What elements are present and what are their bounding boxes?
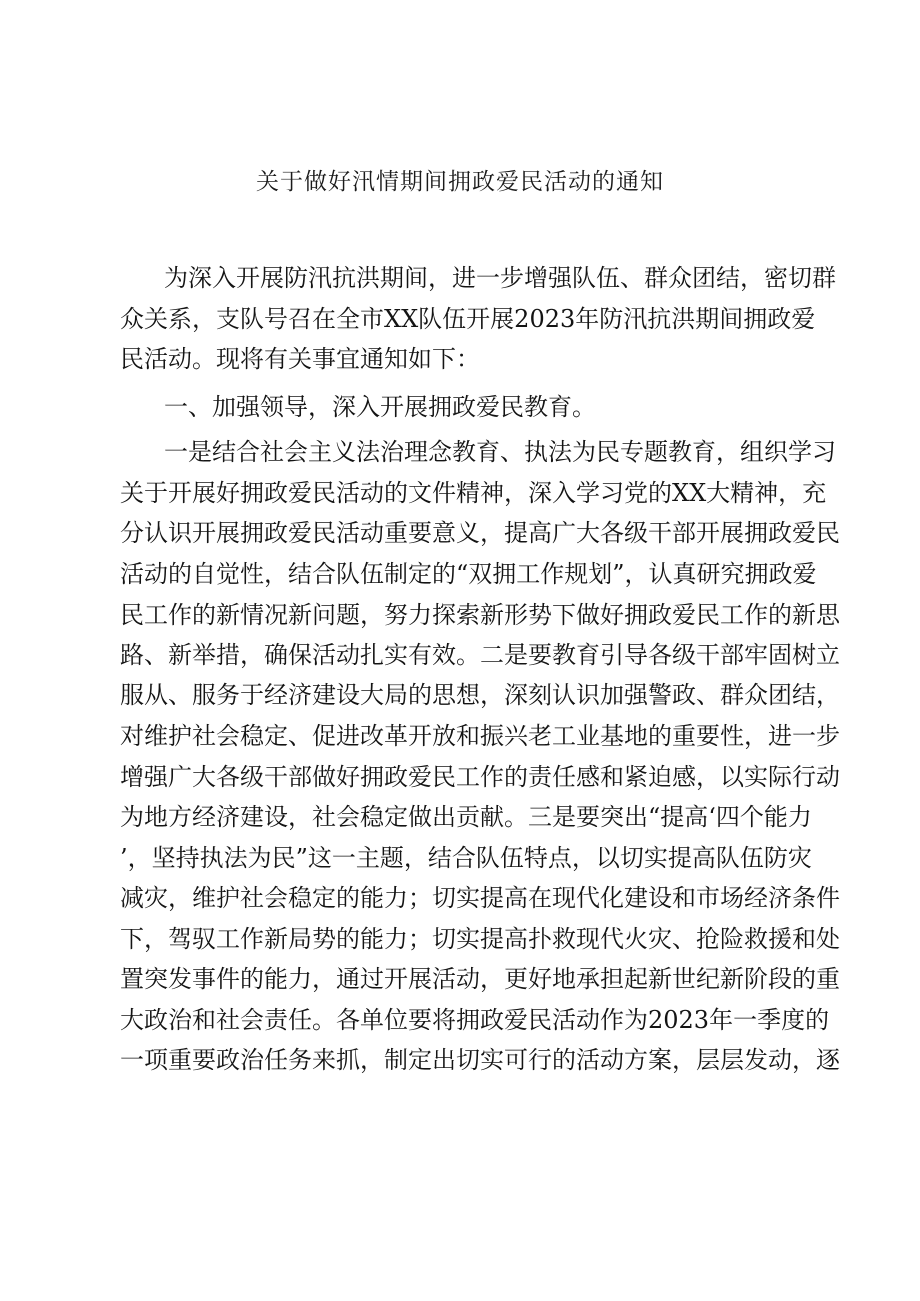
body-line: 增强广大各级干部做好拥政爱民工作的责任感和紧迫感，以实际行动 xyxy=(120,763,840,791)
body-line: 下，驾驭工作新局势的能力；切实提高扑救现代火灾、抢险救援和处 xyxy=(120,925,840,953)
body-line: 路、新举措，确保活动扎实有效。二是要教育引导各级干部牢固树立 xyxy=(120,641,840,669)
body-line: 一项重要政治任务来抓，制定出切实可行的活动方案，层层发动，逐 xyxy=(120,1046,840,1074)
section-heading: 一、加强领导，深入开展拥政爱民教育。 xyxy=(164,393,596,421)
body-line: 为地方经济建设，社会稳定做出贡献。三是要突出“提高‘四个能力 xyxy=(120,803,812,831)
body-line: 对维护社会稳定、促进改革开放和振兴老工业基地的重要性，进一步 xyxy=(120,722,840,750)
body-line: 服从、服务于经济建设大局的思想，深刻认识加强警政、群众团结， xyxy=(120,681,840,709)
body-line: 民工作的新情况新问题，努力探索新形势下做好拥政爱民工作的新思 xyxy=(120,601,840,629)
body-line: 为深入开展防汛抗洪期间，进一步增强队伍、群众团结，密切群 xyxy=(164,264,836,292)
body-line: 置突发事件的能力，通过开展活动，更好地承担起新世纪新阶段的重 xyxy=(120,965,840,993)
document-title: 关于做好汛情期间拥政爱民活动的通知 xyxy=(256,169,664,195)
body-line: 分认识开展拥政爱民活动重要意义，提高广大各级干部开展拥政爱民 xyxy=(120,519,840,547)
body-line: 活动的自觉性，结合队伍制定的“双拥工作规划”，认真研究拥政爱 xyxy=(120,560,817,588)
body-line: 众关系，支队号召在全市XX队伍开展2023年防汛抗洪期间拥政爱 xyxy=(120,305,816,333)
body-line: 民活动。现将有关事宜通知如下： xyxy=(120,345,480,373)
body-line: ’，坚持执法为民”这一主题，结合队伍特点，以切实提高队伍防灾 xyxy=(120,844,812,872)
body-line: 减灾，维护社会稳定的能力；切实提高在现代化建设和市场经济条件 xyxy=(120,884,840,912)
body-line: 大政治和社会责任。各单位要将拥政爱民活动作为2023年一季度的 xyxy=(120,1006,830,1034)
body-line: 一是结合社会主义法治理念教育、执法为民专题教育，组织学习 xyxy=(164,438,836,466)
body-line: 关于开展好拥政爱民活动的文件精神，深入学习党的XX大精神，充 xyxy=(120,479,827,507)
